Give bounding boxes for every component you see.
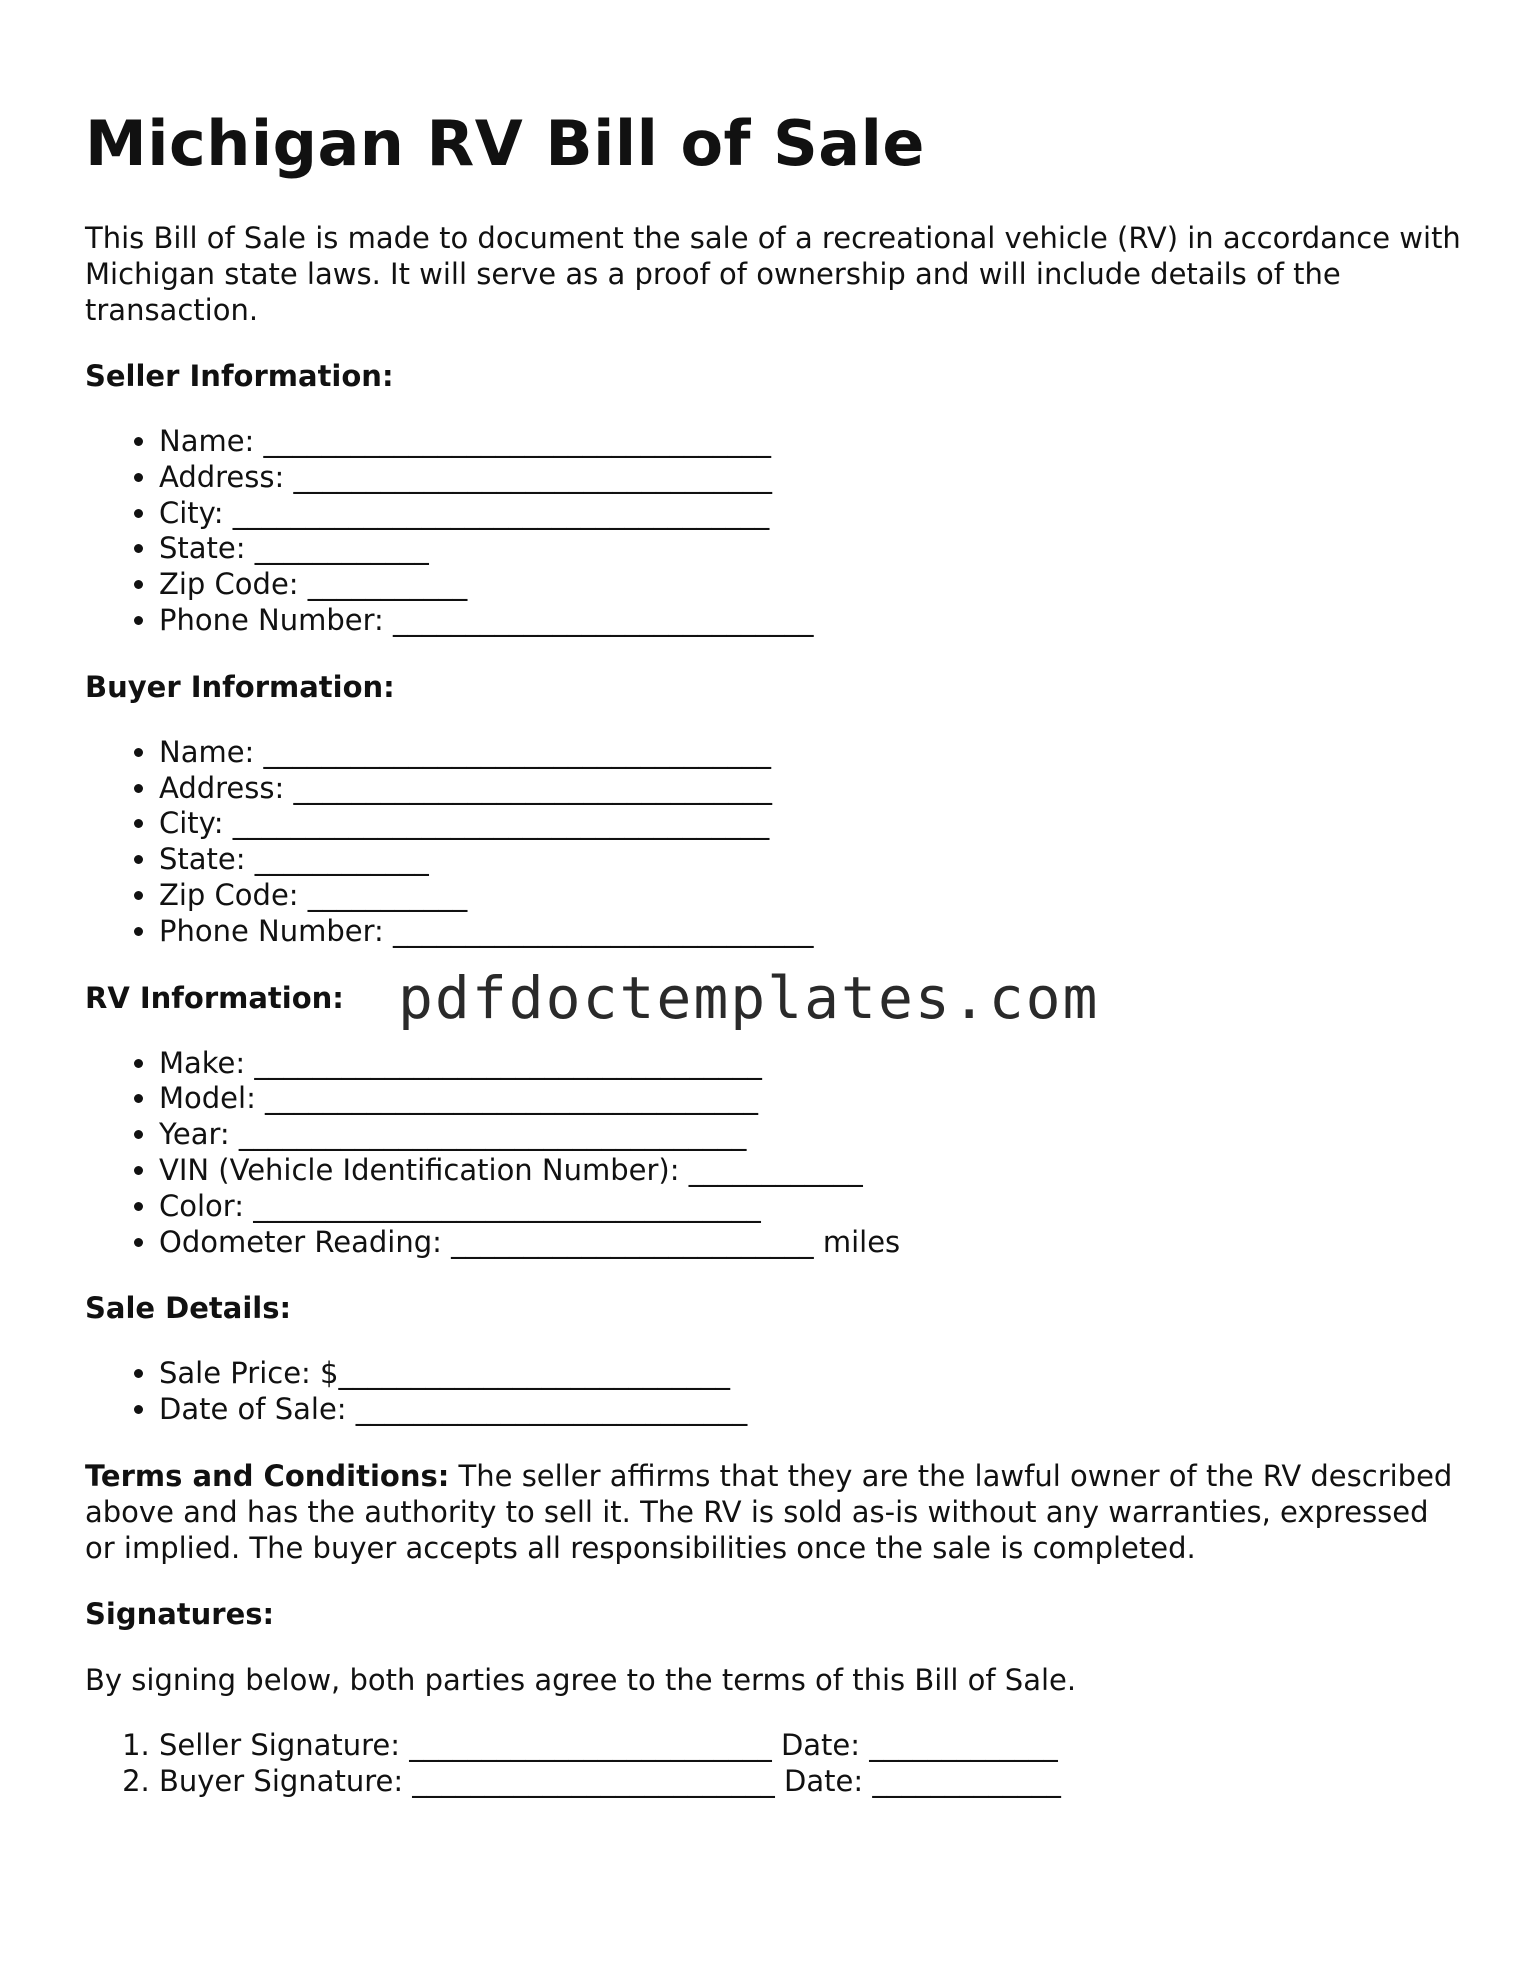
rv-make-field: • Make: ___________________________________ xyxy=(159,1046,1465,1082)
seller-phone-field: • Phone Number: _____________________________ xyxy=(159,603,1465,639)
rv-odometer-field: • Odometer Reading: _________________________ miles xyxy=(159,1225,1465,1261)
sale-price-field: • Sale Price: $___________________________ xyxy=(159,1356,1465,1392)
terms-text: The seller affirms that they are the lawful owner of the RV described above and has the authority to sell it. The RV is sold as-is without any warranties, expressed or implied. The buyer accepts all responsibilities once the sale is completed. xyxy=(85,1458,1453,1565)
rv-list xyxy=(85,1046,1465,1261)
sale-date-field: • Date of Sale: ___________________________ xyxy=(159,1392,1465,1428)
buyer-state-field: • State: ____________ xyxy=(159,842,1465,878)
page-title: Michigan RV Bill of Sale xyxy=(85,107,925,180)
seller-signature-line: 1. Seller Signature: _________________________ Date: _____________ xyxy=(159,1728,1465,1764)
buyer-phone-field: • Phone Number: _____________________________ xyxy=(159,914,1465,950)
buyer-name-field: • Name: ___________________________________ xyxy=(159,735,1465,771)
seller-address-field: • Address: _________________________________ xyxy=(159,460,1465,496)
buyer-signature-line: 2. Buyer Signature: _________________________ Date: _____________ xyxy=(159,1764,1465,1800)
document-page xyxy=(85,0,1465,1800)
rv-year-field: • Year: ___________________________________ xyxy=(159,1117,1465,1153)
intro-paragraph: This Bill of Sale is made to document the sale of a recreational vehicle (RV) in accordance with Michigan state laws. It will serve as a proof of ownership and will include details of the transaction. xyxy=(85,221,1461,327)
seller-name-field: • Name: ___________________________________ xyxy=(159,424,1465,460)
rv-color-field: • Color: ___________________________________ xyxy=(159,1189,1465,1225)
signatures-heading: Signatures: xyxy=(85,1596,275,1631)
seller-city-field: • City: _____________________________________ xyxy=(159,496,1465,532)
seller-list xyxy=(85,424,1465,639)
rv-heading: RV Information: xyxy=(85,980,344,1015)
seller-zip-field: • Zip Code: ___________ xyxy=(159,567,1465,603)
terms-paragraph xyxy=(85,1458,1465,1566)
watermark-text: pdfdoctemplates.com xyxy=(398,964,1100,1032)
seller-heading: Seller Information: xyxy=(85,359,394,393)
buyer-address-field: • Address: _________________________________ xyxy=(159,771,1465,807)
buyer-zip-field: • Zip Code: ___________ xyxy=(159,878,1465,914)
buyer-list xyxy=(85,735,1465,950)
seller-state-field: • State: ____________ xyxy=(159,531,1465,567)
buyer-city-field: • City: _____________________________________ xyxy=(159,806,1465,842)
terms-label: Terms and Conditions: xyxy=(85,1458,450,1493)
sale-heading: Sale Details: xyxy=(85,1291,292,1326)
sale-list xyxy=(85,1356,1465,1428)
buyer-heading: Buyer Information: xyxy=(85,669,395,704)
rv-vin-field: • VIN (Vehicle Identification Number): ____________ xyxy=(159,1153,1465,1189)
signatures-intro: By signing below, both parties agree to the terms of this Bill of Sale. xyxy=(85,1662,1077,1697)
rv-model-field: • Model: __________________________________ xyxy=(159,1081,1465,1117)
signatures-list xyxy=(85,1728,1465,1800)
